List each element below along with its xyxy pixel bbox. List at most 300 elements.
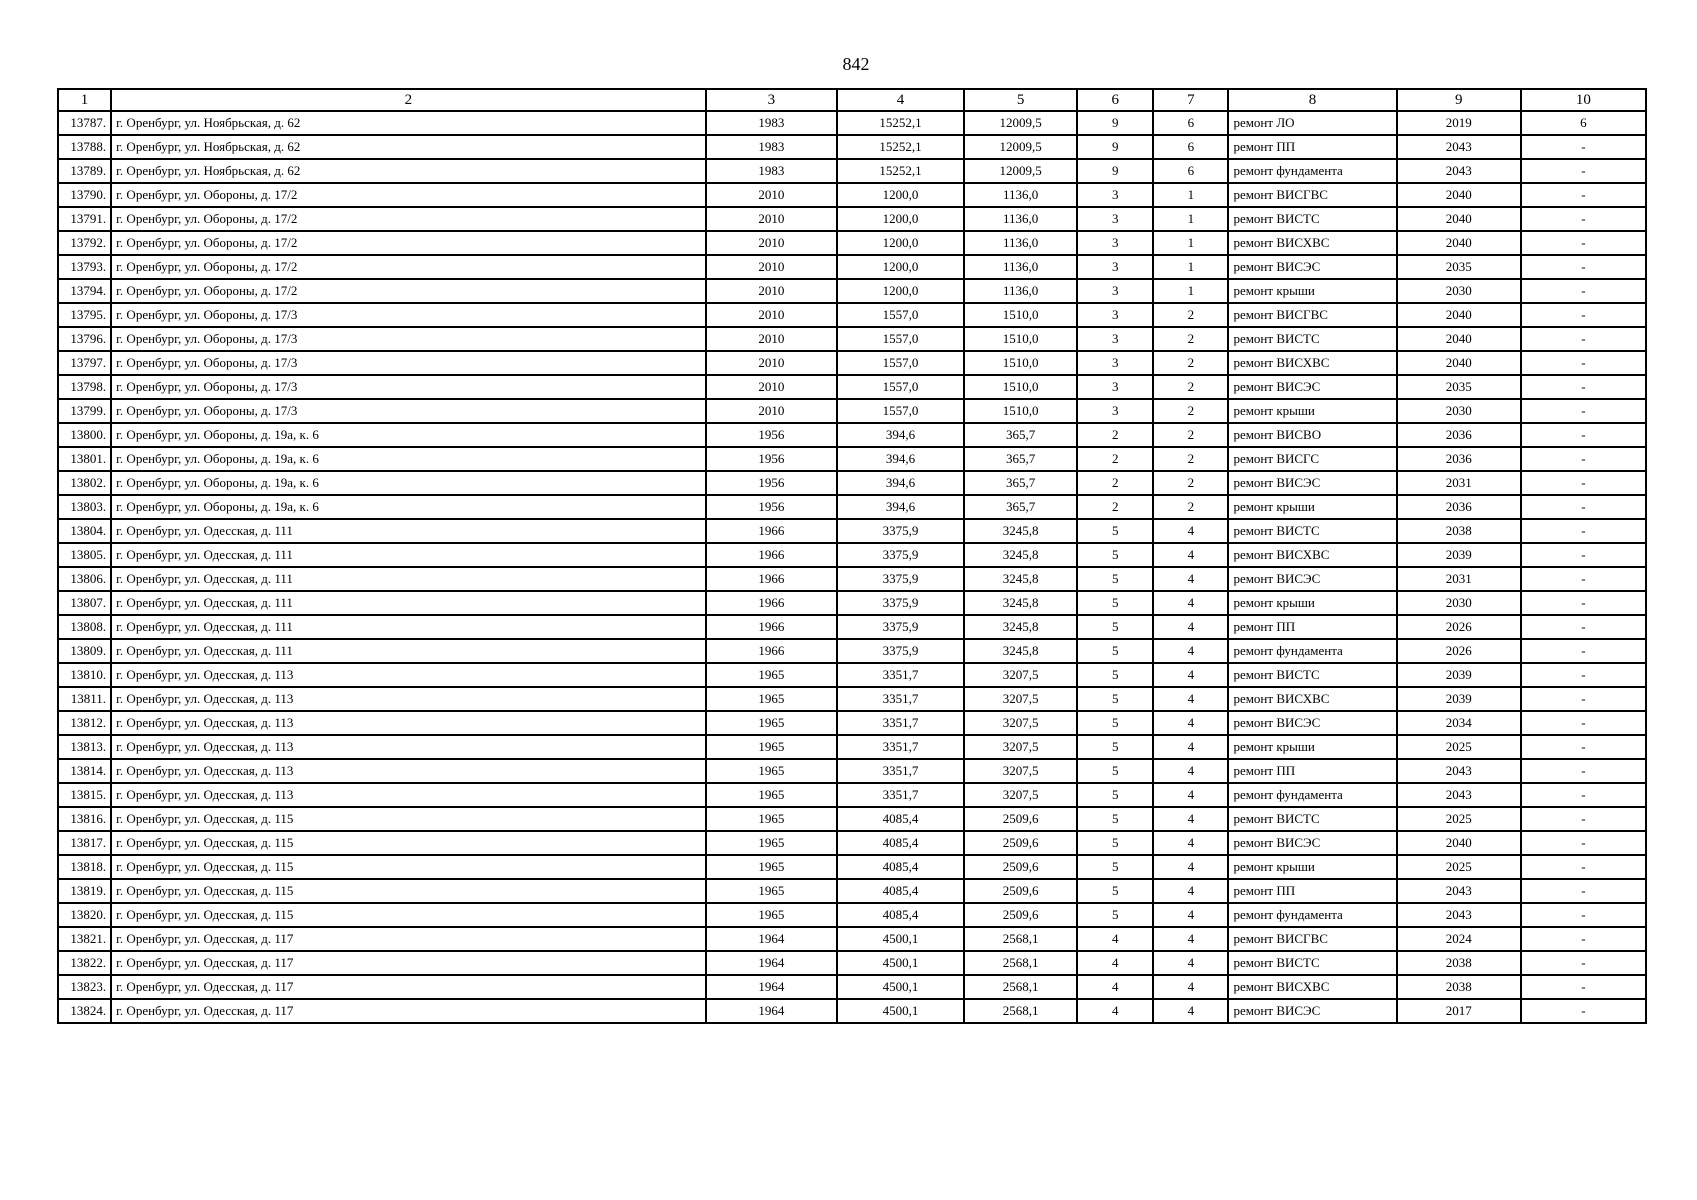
column-header-2: 2 (111, 89, 706, 111)
address-cell: г. Оренбург, ул. Одесская, д. 113 (111, 711, 706, 735)
floors-cell: 9 (1077, 135, 1153, 159)
total-area-cell: 1557,0 (837, 303, 964, 327)
year-cell: 2010 (706, 375, 837, 399)
year-cell: 1965 (706, 759, 837, 783)
plan-year-cell: 2038 (1397, 519, 1521, 543)
plan-year-cell: 2025 (1397, 735, 1521, 759)
table-row (58, 951, 1646, 975)
table-row (58, 927, 1646, 951)
row-number: 13805. (58, 543, 111, 567)
entrances-cell: 6 (1153, 111, 1228, 135)
row-number: 13813. (58, 735, 111, 759)
floors-cell: 3 (1077, 279, 1153, 303)
floors-cell: 2 (1077, 423, 1153, 447)
plan-year-cell: 2040 (1397, 351, 1521, 375)
plan-year-cell: 2043 (1397, 783, 1521, 807)
work-type-cell: ремонт ЛО (1228, 111, 1396, 135)
row-number: 13824. (58, 999, 111, 1023)
work-type-cell: ремонт ПП (1228, 615, 1396, 639)
living-area-cell: 2568,1 (964, 951, 1077, 975)
total-area-cell: 394,6 (837, 495, 964, 519)
work-type-cell: ремонт ПП (1228, 879, 1396, 903)
living-area-cell: 12009,5 (964, 159, 1077, 183)
table-row (58, 567, 1646, 591)
plan-year-cell: 2043 (1397, 903, 1521, 927)
column-header-10: 10 (1521, 89, 1646, 111)
table-header (58, 89, 1646, 111)
address-cell: г. Оренбург, ул. Обороны, д. 17/3 (111, 375, 706, 399)
year-cell: 1965 (706, 735, 837, 759)
work-type-cell: ремонт ВИСХВС (1228, 543, 1396, 567)
address-cell: г. Оренбург, ул. Обороны, д. 17/2 (111, 231, 706, 255)
living-area-cell: 3245,8 (964, 591, 1077, 615)
total-area-cell: 4500,1 (837, 927, 964, 951)
year-cell: 1956 (706, 447, 837, 471)
total-area-cell: 3375,9 (837, 543, 964, 567)
plan-year-cell: 2043 (1397, 879, 1521, 903)
plan-year-cell: 2038 (1397, 951, 1521, 975)
table-row (58, 759, 1646, 783)
living-area-cell: 1510,0 (964, 399, 1077, 423)
table-body (58, 111, 1646, 1023)
plan-year-cell: 2026 (1397, 639, 1521, 663)
row-number: 13787. (58, 111, 111, 135)
table-row (58, 495, 1646, 519)
entrances-cell: 4 (1153, 567, 1228, 591)
floors-cell: 3 (1077, 399, 1153, 423)
year-cell: 1965 (706, 711, 837, 735)
extra-cell: - (1521, 591, 1646, 615)
plan-year-cell: 2040 (1397, 231, 1521, 255)
living-area-cell: 3245,8 (964, 615, 1077, 639)
work-type-cell: ремонт ВИСГС (1228, 447, 1396, 471)
floors-cell: 9 (1077, 159, 1153, 183)
plan-year-cell: 2019 (1397, 111, 1521, 135)
entrances-cell: 4 (1153, 951, 1228, 975)
row-number: 13788. (58, 135, 111, 159)
floors-cell: 4 (1077, 951, 1153, 975)
living-area-cell: 365,7 (964, 447, 1077, 471)
floors-cell: 3 (1077, 207, 1153, 231)
row-number: 13794. (58, 279, 111, 303)
row-number: 13792. (58, 231, 111, 255)
work-type-cell: ремонт фундамента (1228, 783, 1396, 807)
entrances-cell: 2 (1153, 351, 1228, 375)
row-number: 13810. (58, 663, 111, 687)
row-number: 13808. (58, 615, 111, 639)
floors-cell: 5 (1077, 519, 1153, 543)
plan-year-cell: 2025 (1397, 807, 1521, 831)
table-row (58, 231, 1646, 255)
entrances-cell: 1 (1153, 183, 1228, 207)
entrances-cell: 2 (1153, 399, 1228, 423)
work-type-cell: ремонт ВИСХВС (1228, 687, 1396, 711)
year-cell: 2010 (706, 183, 837, 207)
work-type-cell: ремонт ВИСТС (1228, 951, 1396, 975)
extra-cell: 6 (1521, 111, 1646, 135)
extra-cell: - (1521, 135, 1646, 159)
plan-year-cell: 2030 (1397, 399, 1521, 423)
table-row (58, 591, 1646, 615)
address-cell: г. Оренбург, ул. Обороны, д. 19а, к. 6 (111, 471, 706, 495)
entrances-cell: 4 (1153, 999, 1228, 1023)
work-type-cell: ремонт крыши (1228, 735, 1396, 759)
table-row (58, 447, 1646, 471)
plan-year-cell: 2039 (1397, 543, 1521, 567)
living-area-cell: 3245,8 (964, 567, 1077, 591)
plan-year-cell: 2040 (1397, 207, 1521, 231)
extra-cell: - (1521, 183, 1646, 207)
work-type-cell: ремонт ВИСЭС (1228, 471, 1396, 495)
row-number: 13820. (58, 903, 111, 927)
address-cell: г. Оренбург, ул. Обороны, д. 17/2 (111, 207, 706, 231)
table-row (58, 903, 1646, 927)
work-type-cell: ремонт крыши (1228, 591, 1396, 615)
plan-year-cell: 2036 (1397, 447, 1521, 471)
address-cell: г. Оренбург, ул. Одесская, д. 115 (111, 855, 706, 879)
entrances-cell: 2 (1153, 471, 1228, 495)
table-row (58, 999, 1646, 1023)
address-cell: г. Оренбург, ул. Обороны, д. 19а, к. 6 (111, 423, 706, 447)
floors-cell: 5 (1077, 831, 1153, 855)
year-cell: 1965 (706, 831, 837, 855)
address-cell: г. Оренбург, ул. Одесская, д. 113 (111, 735, 706, 759)
total-area-cell: 1200,0 (837, 231, 964, 255)
floors-cell: 5 (1077, 879, 1153, 903)
work-type-cell: ремонт ВИСЭС (1228, 375, 1396, 399)
year-cell: 1964 (706, 951, 837, 975)
table-row (58, 711, 1646, 735)
entrances-cell: 1 (1153, 279, 1228, 303)
row-number: 13795. (58, 303, 111, 327)
plan-year-cell: 2030 (1397, 591, 1521, 615)
address-cell: г. Оренбург, ул. Одесская, д. 111 (111, 567, 706, 591)
table-row (58, 423, 1646, 447)
year-cell: 1983 (706, 135, 837, 159)
year-cell: 1965 (706, 663, 837, 687)
floors-cell: 2 (1077, 471, 1153, 495)
total-area-cell: 1557,0 (837, 375, 964, 399)
entrances-cell: 4 (1153, 879, 1228, 903)
address-cell: г. Оренбург, ул. Одесская, д. 115 (111, 903, 706, 927)
living-area-cell: 1136,0 (964, 183, 1077, 207)
year-cell: 1966 (706, 543, 837, 567)
extra-cell: - (1521, 447, 1646, 471)
plan-year-cell: 2024 (1397, 927, 1521, 951)
address-cell: г. Оренбург, ул. Обороны, д. 17/3 (111, 351, 706, 375)
table-row (58, 183, 1646, 207)
living-area-cell: 1136,0 (964, 207, 1077, 231)
floors-cell: 3 (1077, 231, 1153, 255)
column-header-8: 8 (1228, 89, 1396, 111)
living-area-cell: 2568,1 (964, 927, 1077, 951)
table-row (58, 303, 1646, 327)
work-type-cell: ремонт крыши (1228, 399, 1396, 423)
living-area-cell: 1510,0 (964, 375, 1077, 399)
row-number: 13821. (58, 927, 111, 951)
address-cell: г. Оренбург, ул. Одесская, д. 117 (111, 999, 706, 1023)
total-area-cell: 1557,0 (837, 351, 964, 375)
year-cell: 1964 (706, 999, 837, 1023)
living-area-cell: 12009,5 (964, 135, 1077, 159)
address-cell: г. Оренбург, ул. Одесская, д. 111 (111, 639, 706, 663)
row-number: 13818. (58, 855, 111, 879)
column-header-4: 4 (837, 89, 964, 111)
row-number: 13807. (58, 591, 111, 615)
plan-year-cell: 2039 (1397, 687, 1521, 711)
work-type-cell: ремонт крыши (1228, 495, 1396, 519)
row-number: 13817. (58, 831, 111, 855)
floors-cell: 4 (1077, 927, 1153, 951)
repair-schedule-table (57, 88, 1647, 1024)
table-row (58, 159, 1646, 183)
living-area-cell: 12009,5 (964, 111, 1077, 135)
table-row (58, 399, 1646, 423)
floors-cell: 3 (1077, 183, 1153, 207)
living-area-cell: 1510,0 (964, 327, 1077, 351)
year-cell: 1965 (706, 783, 837, 807)
address-cell: г. Оренбург, ул. Одесская, д. 113 (111, 663, 706, 687)
living-area-cell: 3245,8 (964, 639, 1077, 663)
extra-cell: - (1521, 663, 1646, 687)
year-cell: 2010 (706, 207, 837, 231)
work-type-cell: ремонт ВИСЭС (1228, 567, 1396, 591)
extra-cell: - (1521, 951, 1646, 975)
address-cell: г. Оренбург, ул. Ноябрьская, д. 62 (111, 135, 706, 159)
living-area-cell: 1510,0 (964, 303, 1077, 327)
entrances-cell: 2 (1153, 303, 1228, 327)
work-type-cell: ремонт ВИСТС (1228, 807, 1396, 831)
address-cell: г. Оренбург, ул. Одесская, д. 115 (111, 879, 706, 903)
total-area-cell: 394,6 (837, 471, 964, 495)
floors-cell: 5 (1077, 543, 1153, 567)
year-cell: 2010 (706, 303, 837, 327)
address-cell: г. Оренбург, ул. Одесская, д. 117 (111, 951, 706, 975)
floors-cell: 4 (1077, 999, 1153, 1023)
living-area-cell: 365,7 (964, 423, 1077, 447)
year-cell: 2010 (706, 255, 837, 279)
row-number: 13796. (58, 327, 111, 351)
plan-year-cell: 2043 (1397, 135, 1521, 159)
plan-year-cell: 2036 (1397, 495, 1521, 519)
entrances-cell: 4 (1153, 687, 1228, 711)
year-cell: 1956 (706, 495, 837, 519)
living-area-cell: 1510,0 (964, 351, 1077, 375)
entrances-cell: 4 (1153, 591, 1228, 615)
row-number: 13806. (58, 567, 111, 591)
floors-cell: 5 (1077, 663, 1153, 687)
entrances-cell: 4 (1153, 519, 1228, 543)
work-type-cell: ремонт ВИСГВС (1228, 183, 1396, 207)
work-type-cell: ремонт ВИСГВС (1228, 303, 1396, 327)
extra-cell: - (1521, 399, 1646, 423)
plan-year-cell: 2035 (1397, 375, 1521, 399)
table-row (58, 111, 1646, 135)
floors-cell: 5 (1077, 639, 1153, 663)
year-cell: 1956 (706, 471, 837, 495)
work-type-cell: ремонт ВИСВО (1228, 423, 1396, 447)
entrances-cell: 4 (1153, 711, 1228, 735)
extra-cell: - (1521, 159, 1646, 183)
living-area-cell: 3207,5 (964, 663, 1077, 687)
address-cell: г. Оренбург, ул. Обороны, д. 19а, к. 6 (111, 495, 706, 519)
extra-cell: - (1521, 831, 1646, 855)
living-area-cell: 3207,5 (964, 687, 1077, 711)
year-cell: 1964 (706, 975, 837, 999)
living-area-cell: 3207,5 (964, 783, 1077, 807)
floors-cell: 5 (1077, 855, 1153, 879)
extra-cell: - (1521, 327, 1646, 351)
plan-year-cell: 2026 (1397, 615, 1521, 639)
address-cell: г. Оренбург, ул. Одесская, д. 113 (111, 759, 706, 783)
entrances-cell: 2 (1153, 495, 1228, 519)
extra-cell: - (1521, 687, 1646, 711)
total-area-cell: 3375,9 (837, 519, 964, 543)
address-cell: г. Оренбург, ул. Обороны, д. 17/2 (111, 183, 706, 207)
year-cell: 1956 (706, 423, 837, 447)
table-row (58, 783, 1646, 807)
floors-cell: 5 (1077, 735, 1153, 759)
row-number: 13790. (58, 183, 111, 207)
year-cell: 1966 (706, 639, 837, 663)
floors-cell: 5 (1077, 567, 1153, 591)
total-area-cell: 3351,7 (837, 759, 964, 783)
year-cell: 2010 (706, 399, 837, 423)
total-area-cell: 4085,4 (837, 831, 964, 855)
row-number: 13800. (58, 423, 111, 447)
extra-cell: - (1521, 471, 1646, 495)
plan-year-cell: 2040 (1397, 303, 1521, 327)
header-row (58, 89, 1646, 111)
floors-cell: 3 (1077, 327, 1153, 351)
floors-cell: 3 (1077, 375, 1153, 399)
row-number: 13822. (58, 951, 111, 975)
entrances-cell: 4 (1153, 807, 1228, 831)
plan-year-cell: 2034 (1397, 711, 1521, 735)
plan-year-cell: 2017 (1397, 999, 1521, 1023)
column-header-5: 5 (964, 89, 1077, 111)
extra-cell: - (1521, 855, 1646, 879)
extra-cell: - (1521, 639, 1646, 663)
address-cell: г. Оренбург, ул. Одесская, д. 117 (111, 927, 706, 951)
work-type-cell: ремонт ВИСГВС (1228, 927, 1396, 951)
address-cell: г. Оренбург, ул. Ноябрьская, д. 62 (111, 111, 706, 135)
total-area-cell: 4085,4 (837, 855, 964, 879)
extra-cell: - (1521, 975, 1646, 999)
total-area-cell: 3351,7 (837, 783, 964, 807)
work-type-cell: ремонт крыши (1228, 279, 1396, 303)
address-cell: г. Оренбург, ул. Одесская, д. 115 (111, 807, 706, 831)
year-cell: 1964 (706, 927, 837, 951)
row-number: 13789. (58, 159, 111, 183)
extra-cell: - (1521, 207, 1646, 231)
total-area-cell: 4500,1 (837, 975, 964, 999)
plan-year-cell: 2031 (1397, 471, 1521, 495)
entrances-cell: 2 (1153, 327, 1228, 351)
table-row (58, 207, 1646, 231)
plan-year-cell: 2040 (1397, 831, 1521, 855)
extra-cell: - (1521, 783, 1646, 807)
floors-cell: 5 (1077, 903, 1153, 927)
living-area-cell: 3207,5 (964, 711, 1077, 735)
row-number: 13823. (58, 975, 111, 999)
row-number: 13811. (58, 687, 111, 711)
floors-cell: 3 (1077, 255, 1153, 279)
year-cell: 2010 (706, 231, 837, 255)
plan-year-cell: 2040 (1397, 327, 1521, 351)
extra-cell: - (1521, 615, 1646, 639)
floors-cell: 5 (1077, 807, 1153, 831)
row-number: 13804. (58, 519, 111, 543)
extra-cell: - (1521, 375, 1646, 399)
total-area-cell: 3375,9 (837, 639, 964, 663)
total-area-cell: 1200,0 (837, 183, 964, 207)
work-type-cell: ремонт ВИСЭС (1228, 831, 1396, 855)
address-cell: г. Оренбург, ул. Одесская, д. 115 (111, 831, 706, 855)
table-row (58, 687, 1646, 711)
living-area-cell: 3207,5 (964, 759, 1077, 783)
table-row (58, 327, 1646, 351)
address-cell: г. Оренбург, ул. Одесская, д. 111 (111, 591, 706, 615)
floors-cell: 2 (1077, 447, 1153, 471)
address-cell: г. Оренбург, ул. Одесская, д. 117 (111, 975, 706, 999)
plan-year-cell: 2043 (1397, 759, 1521, 783)
year-cell: 1966 (706, 591, 837, 615)
total-area-cell: 4500,1 (837, 999, 964, 1023)
address-cell: г. Оренбург, ул. Одесская, д. 111 (111, 615, 706, 639)
entrances-cell: 2 (1153, 375, 1228, 399)
work-type-cell: ремонт ПП (1228, 135, 1396, 159)
total-area-cell: 4085,4 (837, 879, 964, 903)
total-area-cell: 1200,0 (837, 207, 964, 231)
column-header-3: 3 (706, 89, 837, 111)
total-area-cell: 4085,4 (837, 903, 964, 927)
address-cell: г. Оренбург, ул. Ноябрьская, д. 62 (111, 159, 706, 183)
year-cell: 1983 (706, 159, 837, 183)
total-area-cell: 394,6 (837, 423, 964, 447)
row-number: 13812. (58, 711, 111, 735)
total-area-cell: 1200,0 (837, 279, 964, 303)
year-cell: 1965 (706, 687, 837, 711)
floors-cell: 5 (1077, 615, 1153, 639)
plan-year-cell: 2036 (1397, 423, 1521, 447)
total-area-cell: 3375,9 (837, 567, 964, 591)
address-cell: г. Оренбург, ул. Обороны, д. 17/3 (111, 303, 706, 327)
entrances-cell: 4 (1153, 759, 1228, 783)
row-number: 13799. (58, 399, 111, 423)
total-area-cell: 3351,7 (837, 687, 964, 711)
extra-cell: - (1521, 567, 1646, 591)
total-area-cell: 4500,1 (837, 951, 964, 975)
extra-cell: - (1521, 519, 1646, 543)
table-row (58, 975, 1646, 999)
living-area-cell: 3245,8 (964, 543, 1077, 567)
entrances-cell: 4 (1153, 615, 1228, 639)
work-type-cell: ремонт ВИСТС (1228, 519, 1396, 543)
floors-cell: 5 (1077, 783, 1153, 807)
extra-cell: - (1521, 711, 1646, 735)
work-type-cell: ремонт фундамента (1228, 159, 1396, 183)
table-row (58, 663, 1646, 687)
address-cell: г. Оренбург, ул. Обороны, д. 17/3 (111, 399, 706, 423)
address-cell: г. Оренбург, ул. Обороны, д. 19а, к. 6 (111, 447, 706, 471)
extra-cell: - (1521, 543, 1646, 567)
entrances-cell: 4 (1153, 783, 1228, 807)
table-row (58, 855, 1646, 879)
work-type-cell: ремонт фундамента (1228, 639, 1396, 663)
extra-cell: - (1521, 423, 1646, 447)
entrances-cell: 2 (1153, 423, 1228, 447)
